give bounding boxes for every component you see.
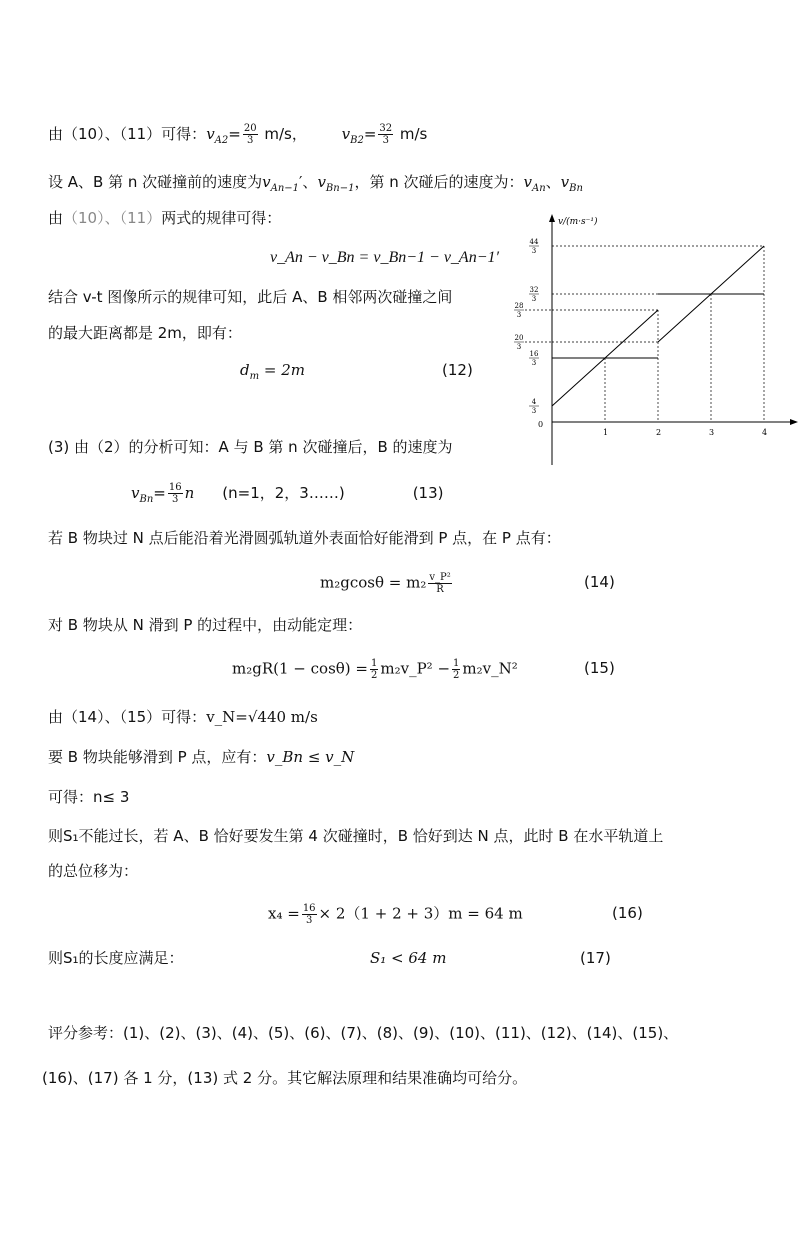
y-tick-denominator: 3: [531, 246, 537, 255]
y-tick-numerator: 32: [529, 285, 539, 294]
text-line: 评分参考：(1)、(2)、(3)、(4)、(5)、(6)、(7)、(8)、(9)、(10)、(11)、(12)、(14)、(15)、: [48, 1024, 679, 1042]
equation-number: (17): [580, 949, 611, 967]
equation-number: (12): [442, 361, 473, 379]
text-line: 则S₁不能过长，若 A、B 恰好要发生第 4 次碰撞时，B 恰好到达 N 点，此时 B 在水平轨道上: [48, 827, 664, 845]
y-tick-denominator: 3: [516, 311, 522, 320]
text-line: 结合 v-t 图像所示的规律可知，此后 A、B 相邻两次碰撞之间: [48, 288, 453, 306]
text-line: 的总位移为：: [48, 862, 139, 880]
y-tick-numerator: 4: [531, 398, 537, 407]
equation: S₁ < 64 m: [370, 949, 447, 967]
text-line: 对 B 物块从 N 滑到 P 的过程中，由动能定理：: [48, 616, 363, 634]
equation-number: (14): [584, 573, 615, 591]
equation: m₂gR(1 − cosθ) = $\frac{1}{2}$ m₂v_P² − $\frac{1}{2}$ m₂v_N²: [232, 658, 518, 681]
text-line: 则S₁的长度应满足：: [48, 949, 184, 967]
equation: m₂gcosθ = m₂ $\frac{\text{v\_P²}}{R}$: [320, 572, 451, 595]
text-line: 设 A、B 第 n 次碰撞前的速度为$v_{An-1}'$、$v_{Bn-1}$，第 n 次碰后的速度为：$v_{An}$、$v_{Bn}$: [48, 173, 583, 194]
x-tick-label: 3: [709, 428, 715, 437]
text-line: 可得：n≤ 3: [48, 788, 130, 806]
text-line: 要 B 物块能够滑到 P 点，应有：v_Bn ≤ v_N: [48, 748, 355, 766]
equation-number: (15): [584, 659, 615, 677]
vt-graph: [510, 210, 800, 470]
y-axis-arrow-icon: [549, 214, 555, 222]
y-tick-denominator: 3: [516, 342, 522, 351]
y-tick-numerator: 16: [529, 350, 539, 359]
text-line: (3) 由（2）的分析可知：A 与 B 第 n 次碰撞后，B 的速度为: [48, 438, 453, 456]
y-tick-denominator: 3: [531, 359, 537, 368]
x-tick-label: 1: [603, 428, 609, 437]
x-tick-label: 2: [656, 428, 662, 437]
y-axis-label: v/(m·s⁻¹): [558, 217, 598, 227]
text-line: 的最大距离都是 2m，即有：: [48, 324, 242, 342]
text-line: 由（14）、（15）可得：v_N=√440 m/s: [48, 708, 318, 726]
x-tick-label: 4: [762, 428, 768, 437]
equation: x₄ = $\frac{16}{3}$ × 2（1 + 2 + 3）m = 64 m: [268, 903, 523, 926]
text-line: (16)、(17) 各 1 分，(13) 式 2 分。其它解法原理和结果准确均可给分。: [42, 1069, 528, 1087]
y-tick-numerator: 28: [514, 302, 524, 311]
text-line: 由（10）、（11）两式的规律可得：: [48, 209, 282, 227]
origin-label: 0: [538, 420, 544, 429]
y-tick-denominator: 3: [531, 294, 537, 303]
equation: $d_m = 2m$: [240, 361, 305, 382]
text-line: 由（10）、（11）可得：$v_{A2}=$ $\frac{20}{3}$ m/s， $v_{B2}=$ $\frac{32}{3}$ m/s: [48, 123, 428, 146]
y-tick-numerator: 44: [529, 237, 539, 246]
equation: $v_{Bn}=$ $\frac{16}{3}$ n (n=1，2，3……) (13): [131, 482, 444, 505]
y-tick-denominator: 3: [531, 407, 537, 416]
equation: v_An − v_Bn = v_Bn−1 − v_An−1′: [270, 249, 499, 266]
text-line: 若 B 物块过 N 点后能沿着光滑圆弧轨道外表面恰好能滑到 P 点，在 P 点有：: [48, 529, 561, 547]
x-axis-arrow-icon: [790, 419, 798, 425]
equation-number: (16): [612, 904, 643, 922]
y-tick-numerator: 20: [514, 333, 524, 342]
